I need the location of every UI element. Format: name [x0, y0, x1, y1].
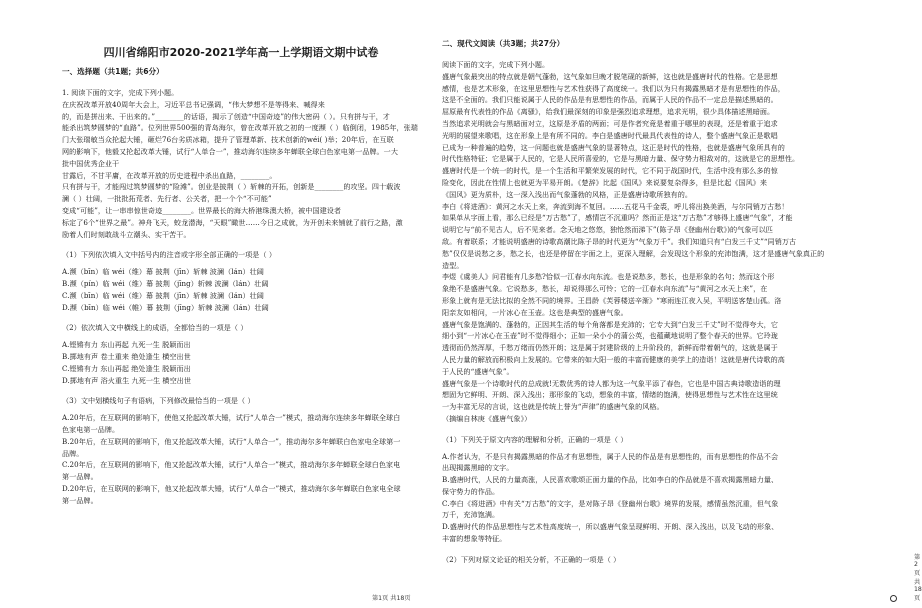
- option-line: 第一品牌。: [62, 472, 98, 482]
- option-line: A.濒（bīn）临 wéi（维）幕 披荆（jīn）斩棘 波澜（lán）壮阔: [62, 267, 264, 277]
- passage-line: 透彻而仍然浑厚，千愁万绪而仍然开朗；这是属于封建阶级的上升阶段的，新鲜而带着朝气的，这就是属于: [442, 343, 778, 353]
- option-line: B.20年后，在互联网的影响下，他又抡起改革大锤，试行“人单合一”，推动海尔多年蝉联白色家电全球第一: [62, 436, 401, 446]
- passage-line: 门大张瑞敏当众抡起大锤，砸烂76台劣质冰箱，提升了管理革新、技术创新的wéi( )举；20年后，在互联: [62, 135, 394, 145]
- passage-line: 只有拼与干，才能闯过筑梦圆梦的“险滩”。创业是披荆（ ）斩棘的开拓，创新是________的攻坚。四十载波: [62, 182, 401, 192]
- passage-line: 标定了6个“世界之最”。神舟飞天，蛟龙潜海，“天眼”瞰世……今日之成就，为开创未来铺就了前行之路，激: [62, 217, 403, 227]
- option-line: B.濒（pín）临 wéi（维）幕 披荆（jīng）斩棘 波澜（lán）壮阔: [62, 278, 269, 288]
- option-line: D.盛唐时代的作品思想性与艺术性高度统一，所以盛唐气象呈现鲜明、开朗、深入浅出，以及飞动的形象、: [442, 522, 779, 532]
- q1-3-options: [62, 412, 420, 506]
- option-line: A.作者认为，不是只有揭露黑暗的作品才有思想性，属于人民的作品是有思想性的，而有思想性的作品不会: [442, 451, 779, 461]
- option-line: 保守势力的作品。: [442, 486, 500, 496]
- passage-line: 盛唐时代是一个统一的时代，是一个生活和平繁荣发展的时代，它不同于战国时代，生活中没有那么多的惊: [442, 166, 778, 176]
- left-page: [0, 0, 430, 608]
- passage-line: 细小到“一片冰心在玉壶”时不觉得细小；正如一朵小小的蒲公英，也蕴藏地说明了整个春天的世界。它玲珑: [442, 331, 778, 341]
- option-line: C.铿锵有力 东山再起 绝处逢生 脱颖而出: [62, 363, 191, 373]
- page-number-right: 第2页 共18页: [914, 554, 922, 602]
- option-line: B.掷地有声 卷土重来 绝处逢生 横空出世: [62, 351, 191, 361]
- passage-line: （摘编自林庚《盛唐气象》）: [442, 413, 532, 423]
- q2-2-stem: （2）下列对原文论证的相关分析，不正确的一项是（ ）: [442, 554, 621, 564]
- passage-line: 敌。有着联系；才能说明盛唐的诗歌高潮比陈子昂的时代更为“气象万千”。我们知道只有“白发三千丈”“同销万古: [442, 236, 797, 246]
- passage-line: 感情，也是艺术形象，在这里思想性与艺术性获得了高度统一。我们以为只有揭露黑暗才是有思想性的作品，: [442, 83, 785, 93]
- left-column: [62, 66, 420, 586]
- option-line: D.掷地有声 浴火重生 九死一生 横空出世: [62, 375, 192, 385]
- passage-line: 的，而是拼出来、干出来的。”________的话语，揭示了创造“中国奇迹”的伟大密码（ ）。只有拼与干，才: [62, 111, 390, 121]
- option-line: 万千，充沛饱满。: [442, 510, 500, 520]
- passage-line: 励着人们时刻敢战斗立潮头、实干苦干。: [62, 229, 191, 239]
- option-line: C.李白《将进酒》中有关“万古愁”的文字，是对陈子昂《登幽州台歌》境界的发展，感情虽然沉重，但气象: [442, 498, 779, 508]
- passage-line: 于人民的“盛唐气象”。: [442, 366, 514, 376]
- passage-line: 在庆祝改革开放40周年大会上，习近平总书记强调，“伟大梦想不是等得来、喊得来: [62, 99, 325, 109]
- passage-line: 险变化，因此在性情上也就更为平易开朗。《楚辞》比起《国风》来说要复杂得多，但是比起《国风》来: [442, 177, 768, 187]
- passage-line: 李煜《虞美人》问君能有几多愁?恰似一江春水向东流。也是说愁多，愁长，也是形象的名句；然而这个形: [442, 272, 775, 282]
- option-line: A.铿锵有力 东山再起 九死一生 脱颖而出: [62, 340, 191, 350]
- passage-line: 形象上就有是无法比拟的全然不同的境界。王昌龄《芙蓉楼送辛渐》“寒雨连江夜入吴，平明送客楚山孤。洛: [442, 295, 782, 305]
- passage-line: 一为丰富无尽的言说，这也就是传统上誉为“声律”的盛唐气象的风格。: [442, 402, 664, 412]
- option-line: A.20年后，在互联网的影响下，使他又抡起改革大锤，试行“人单合一”模式，推动海尔连续多年蝉联全球白: [62, 413, 401, 423]
- q2-1-options: [442, 451, 828, 545]
- passage-line: 愁”仅仅是说愁之多，愁之长，也还是停留在字面之上，更深入理解，会发现这个形象的充沛饱满，这才是盛唐气象真正的造型。: [442, 248, 825, 270]
- option-line: B.盛唐时代，人民的力量高涨，人民喜欢歌颂正面力量的作品，比如李白的作品就是不喜欢揭露黑暗力量、: [442, 475, 779, 485]
- page-separator-icon: [890, 595, 897, 603]
- passage-line: 如果单从字面上看，那么已经是“万古愁”了，感情岂不沉重吗？然而正是这“万古愁”才够得上盛唐“气象”，才能: [442, 213, 793, 223]
- option-line: 色家电第一品牌。: [62, 424, 120, 434]
- passage-line: 当然追求光明就会与黑暗面对立，这原是矛盾的两面；可是作者究竟是着重于哪里的表现，还是着重于追求: [442, 118, 778, 128]
- right-page: [430, 0, 922, 608]
- passage-line: 光明的展望来歌唱，这在形象上是有所不同的。李白是盛唐时代最具代表性的诗人，整个盛唐气象正是歌唱: [442, 130, 778, 140]
- passage-line: 变成“可能”，让一串串惊世奇迹________。世界最长的海大桥港珠澳大桥，被中国建设者: [62, 205, 342, 215]
- option-line: 品牌。: [62, 448, 84, 458]
- passage-line: 能杀出筑梦圆梦的“血路”。位列世界500强的青岛海尔，曾在改革开放之初的一度濒（ ）临倒闭，1985年，张瑞: [62, 123, 418, 133]
- passage-line: 象绝不是盛唐气象。它说愁多，愁长，却说得那么可怜；它的一江春水向东流”与“黄河之水天上来”，在: [442, 284, 768, 294]
- passage-line: 盛唐气象是饱满的、蓬勃的，正因其生活的每个角落都是充沛的；它专大到“白发三千丈”时不觉得夸大，它: [442, 319, 778, 329]
- option-line: D.濒（bīn）临 wéi（帷）幕 披荆（jīng）斩棘 波澜（lán）壮阔: [62, 302, 269, 312]
- right-column: [442, 38, 828, 586]
- passage-line: 网的影响下，他毅又抡起改革大锤，试行“人单合一”，推动海尔连续多年蝉联全球白色家电第一品牌。一大: [62, 146, 398, 156]
- passage-line: 时代性格特征；它是属于人民的，它是人民所喜爱的，它是与黑暗力量、保守势力相敌对的，这就是它的思想性。: [442, 154, 800, 164]
- passage-right: [442, 71, 828, 425]
- reading-intro: 阅读下面的文字，完成下列小题。: [442, 60, 550, 69]
- option-line: D.20年后，在互联网的影响下，他又抡起改革大锤，试行“人单合一”模式，推动海尔多年蝉联白色家电全球: [62, 483, 401, 493]
- passage-line: 屈原最有代表性的作品《离骚》，给我们最深刻的印象是强烈追求理想，追求光明，很少具体描述黑暗面。: [442, 107, 775, 117]
- section1-heading: 一、选择题（共1题；共6分）: [62, 67, 164, 76]
- section2-heading: 二、现代文阅读（共3题；共27分）: [442, 39, 565, 48]
- passage-line: 李白《将进酒》：黄河之水天上来，奔流到海不复回。……五花马千金裘，呼儿将出换美酒，与尔同销万古愁！: [442, 201, 789, 211]
- page-number-left: 第1页 共18页: [372, 595, 411, 602]
- passage-line: 阳亲友如相问，一片冰心在玉壶。这也是典型的盛唐气象。: [442, 307, 628, 317]
- option-line: C.濒（bīn）临 wéi（维）幕 披荆（jīn）斩棘 波澜（lán）壮阔: [62, 290, 264, 300]
- q2-1-stem: （1）下列关于原文内容的理解和分析，正确的一项是（ ）: [442, 434, 628, 444]
- passage-left: [62, 99, 420, 241]
- doc-title: 四川省绵阳市2020-2021学年高一上学期语文期中试卷: [103, 46, 379, 59]
- option-line: 第一品牌。: [62, 495, 98, 505]
- passage-line: 盛唐气象最突出的特点就是朝气蓬勃，这气象如旦晚才脱笔砚的新鲜，这也就是盛唐时代的性格。它是思想: [442, 71, 778, 81]
- passage-line: 《国风》更为质朴，这一深入浅出而气象蓬勃的风格，正是盛唐诗歌所独有的。: [442, 189, 693, 199]
- q1-2-stem: （2）依次填入文中横线上的成语，全都恰当的一项是（ ）: [62, 323, 248, 333]
- passage-line: 已成为一种普遍的趋势，这一问题也就是盛唐气象的显著特点，这正是时代的性格，也就是盛唐气象所具有的: [442, 142, 785, 152]
- passage-line: 说明它与“前不见古人，后不见来者。念天地之悠悠，独怆然而涕下”(陈子昂《登幽州台歌》)的气象可以匹: [442, 225, 773, 235]
- option-line: 丰富的想象等特征。: [442, 534, 507, 544]
- q1-2-options: [62, 339, 420, 386]
- option-line: C.20年后，在互联网的影响下，他又抡起改革大锤，试行“人单合一”模式，推动海尔多年蝉联全球白色家电: [62, 460, 401, 470]
- q1-1-options: [62, 266, 420, 313]
- passage-line: 想固为它鲜明、开朗、深入浅出；那形象的飞动，想象的丰富，情绪的饱满，使得思想性与艺术性在这里统: [442, 390, 778, 400]
- passage-line: 人民力量的解放而积极向上发展的。它带来的如大阳一般的丰富而健康的美学上的造诣！这就是唐代诗歌的高: [442, 354, 785, 364]
- passage-line: 澜（ ）壮阔，一批批拓荒者、先行者、公关者，把一个个“不可能”: [62, 194, 272, 204]
- passage-line: 盛唐气象是一个诗歌时代的总成就!无数优秀的诗人都为这一气象平添了春色，它也是中国古典诗歌造诣的理: [442, 378, 781, 388]
- passage-line: 批中国优秀企业干: [62, 158, 120, 168]
- option-line: 出现揭露黑暗的文字。: [442, 463, 514, 473]
- passage-line: 甘露后，不甘平庸，在改革开放的历史进程中杀出血路，________。: [62, 170, 277, 180]
- q1-3-stem: （3）文中划横线句子有语病，下列修改最恰当的一项是（ ）: [62, 396, 255, 406]
- passage-line: 这是不全面的。我们只能说属于人民的作品是有思想性的作品，而属于人民的作品不一定总是描述黑暗的。: [442, 95, 778, 105]
- q1-intro: 1. 阅读下面的文字，完成下列小题。: [62, 88, 179, 97]
- q1-1-stem: （1）下列依次填入文中括号内的注音或字形全部正确的一项是（ ）: [62, 250, 277, 260]
